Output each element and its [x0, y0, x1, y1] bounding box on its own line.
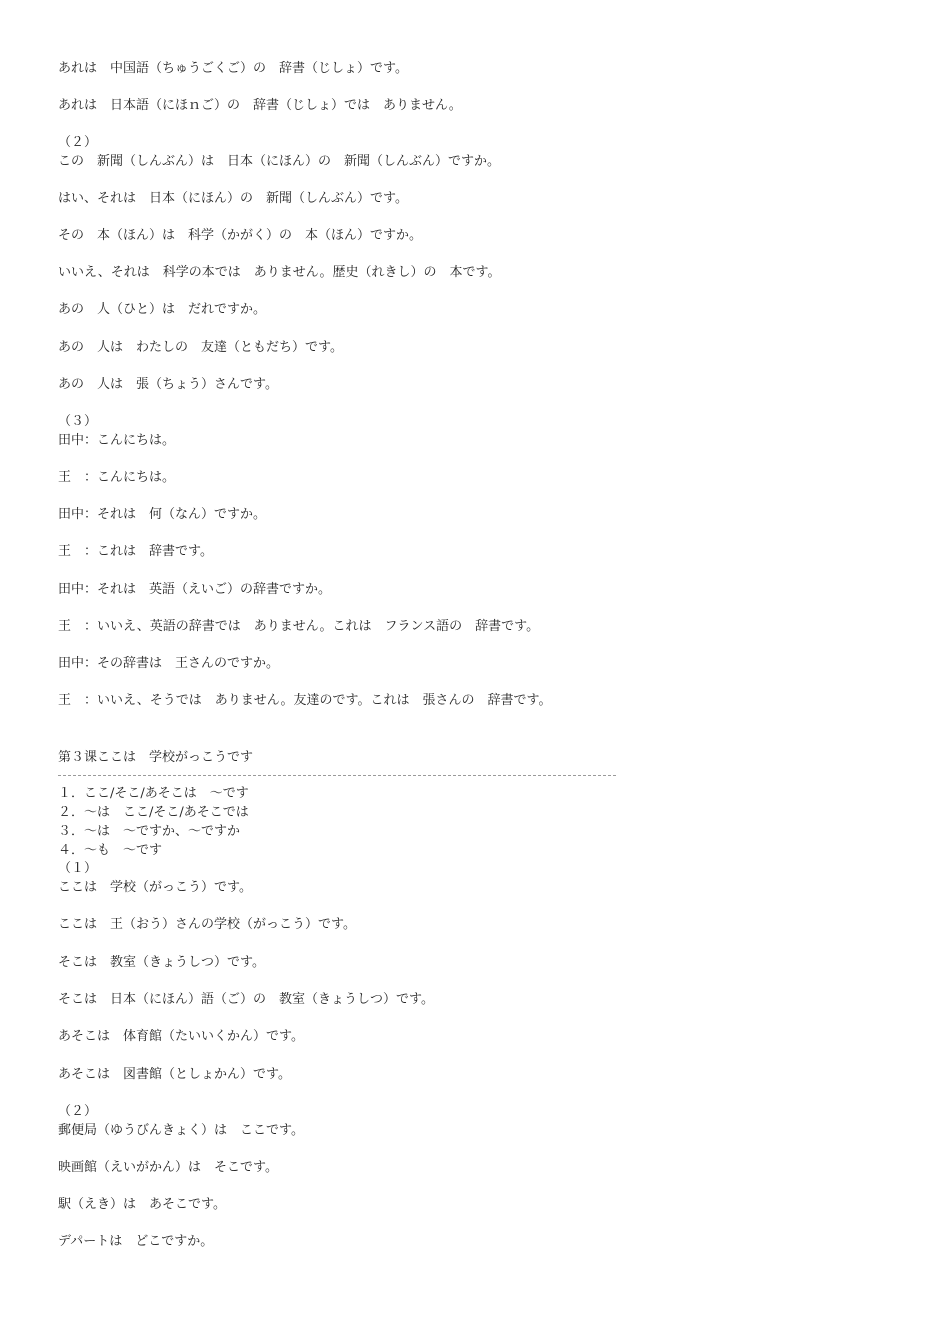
section-marker: （３）: [58, 414, 98, 429]
text-line: あれは 日本語（にほｎご）の 辞書（じしょ）では ありません。: [58, 98, 462, 113]
divider: [58, 775, 616, 776]
section-marker: （２）: [58, 135, 98, 150]
text-line: あれは 中国語（ちゅうごくご）の 辞書（じしょ）です。: [58, 61, 408, 76]
dialogue-line: 王 ：これは 辞書です。: [58, 544, 213, 559]
text-line: あそこは 図書館（としょかん）です。: [58, 1067, 291, 1082]
lesson-title: 第３课ここは 学校がっこうです: [58, 750, 254, 765]
text-line: あの 人は 張（ちょう）さんです。: [58, 377, 278, 392]
text-line: 駅（えき）は あそこです。: [58, 1197, 226, 1212]
grammar-point: １．ここ/そこ/あそこは ～です: [58, 786, 249, 801]
dialogue-line: 王 ：いいえ、そうでは ありません。友達のです。これは 張さんの 辞書です。: [58, 693, 552, 708]
dialogue-line: 王 ：いいえ、英語の辞書では ありません。これは フランス語の 辞書です。: [58, 619, 540, 634]
grammar-point: ３．～は ～ですか、～ですか: [58, 824, 241, 839]
text-line: あそこは 体育館（たいいくかん）です。: [58, 1029, 304, 1044]
text-line: ここは 王（おう）さんの学校（がっこう）です。: [58, 917, 356, 932]
text-line: いいえ、それは 科学の本では ありません。歴史（れきし）の 本です。: [58, 265, 501, 280]
text-line: あの 人は わたしの 友達（ともだち）です。: [58, 340, 343, 355]
text-line: そこは 日本（にほん）語（ご）の 教室（きょうしつ）です。: [58, 992, 434, 1007]
text-line: その 本（ほん）は 科学（かがく）の 本（ほん）ですか。: [58, 228, 423, 243]
dialogue-line: 田中：それは 英語（えいご）の辞書ですか。: [58, 582, 332, 597]
text-line: この 新聞（しんぶん）は 日本（にほん）の 新聞（しんぶん）ですか。: [58, 154, 501, 169]
section-marker: （１）: [58, 861, 98, 876]
section-marker: （２）: [58, 1104, 98, 1119]
text-line: デパートは どこですか。: [58, 1234, 214, 1249]
dialogue-line: 田中：その辞書は 王さんのですか。: [58, 656, 280, 671]
dialogue-line: 田中：こんにちは。: [58, 433, 176, 448]
text-line: 郵便局（ゆうびんきょく）は ここです。: [58, 1123, 304, 1138]
text-line: そこは 教室（きょうしつ）です。: [58, 955, 265, 970]
dialogue-line: 王 ：こんにちは。: [58, 470, 176, 485]
text-line: 映画館（えいがかん）は そこです。: [58, 1160, 278, 1175]
text-line: あの 人（ひと）は だれですか。: [58, 302, 267, 317]
text-line: はい、それは 日本（にほん）の 新聞（しんぶん）です。: [58, 191, 408, 206]
grammar-point: ４．～も ～です: [58, 843, 163, 858]
grammar-point: ２．～は ここ/そこ/あそこでは: [58, 805, 249, 820]
dialogue-line: 田中：それは 何（なん）ですか。: [58, 507, 267, 522]
text-line: ここは 学校（がっこう）です。: [58, 880, 252, 895]
